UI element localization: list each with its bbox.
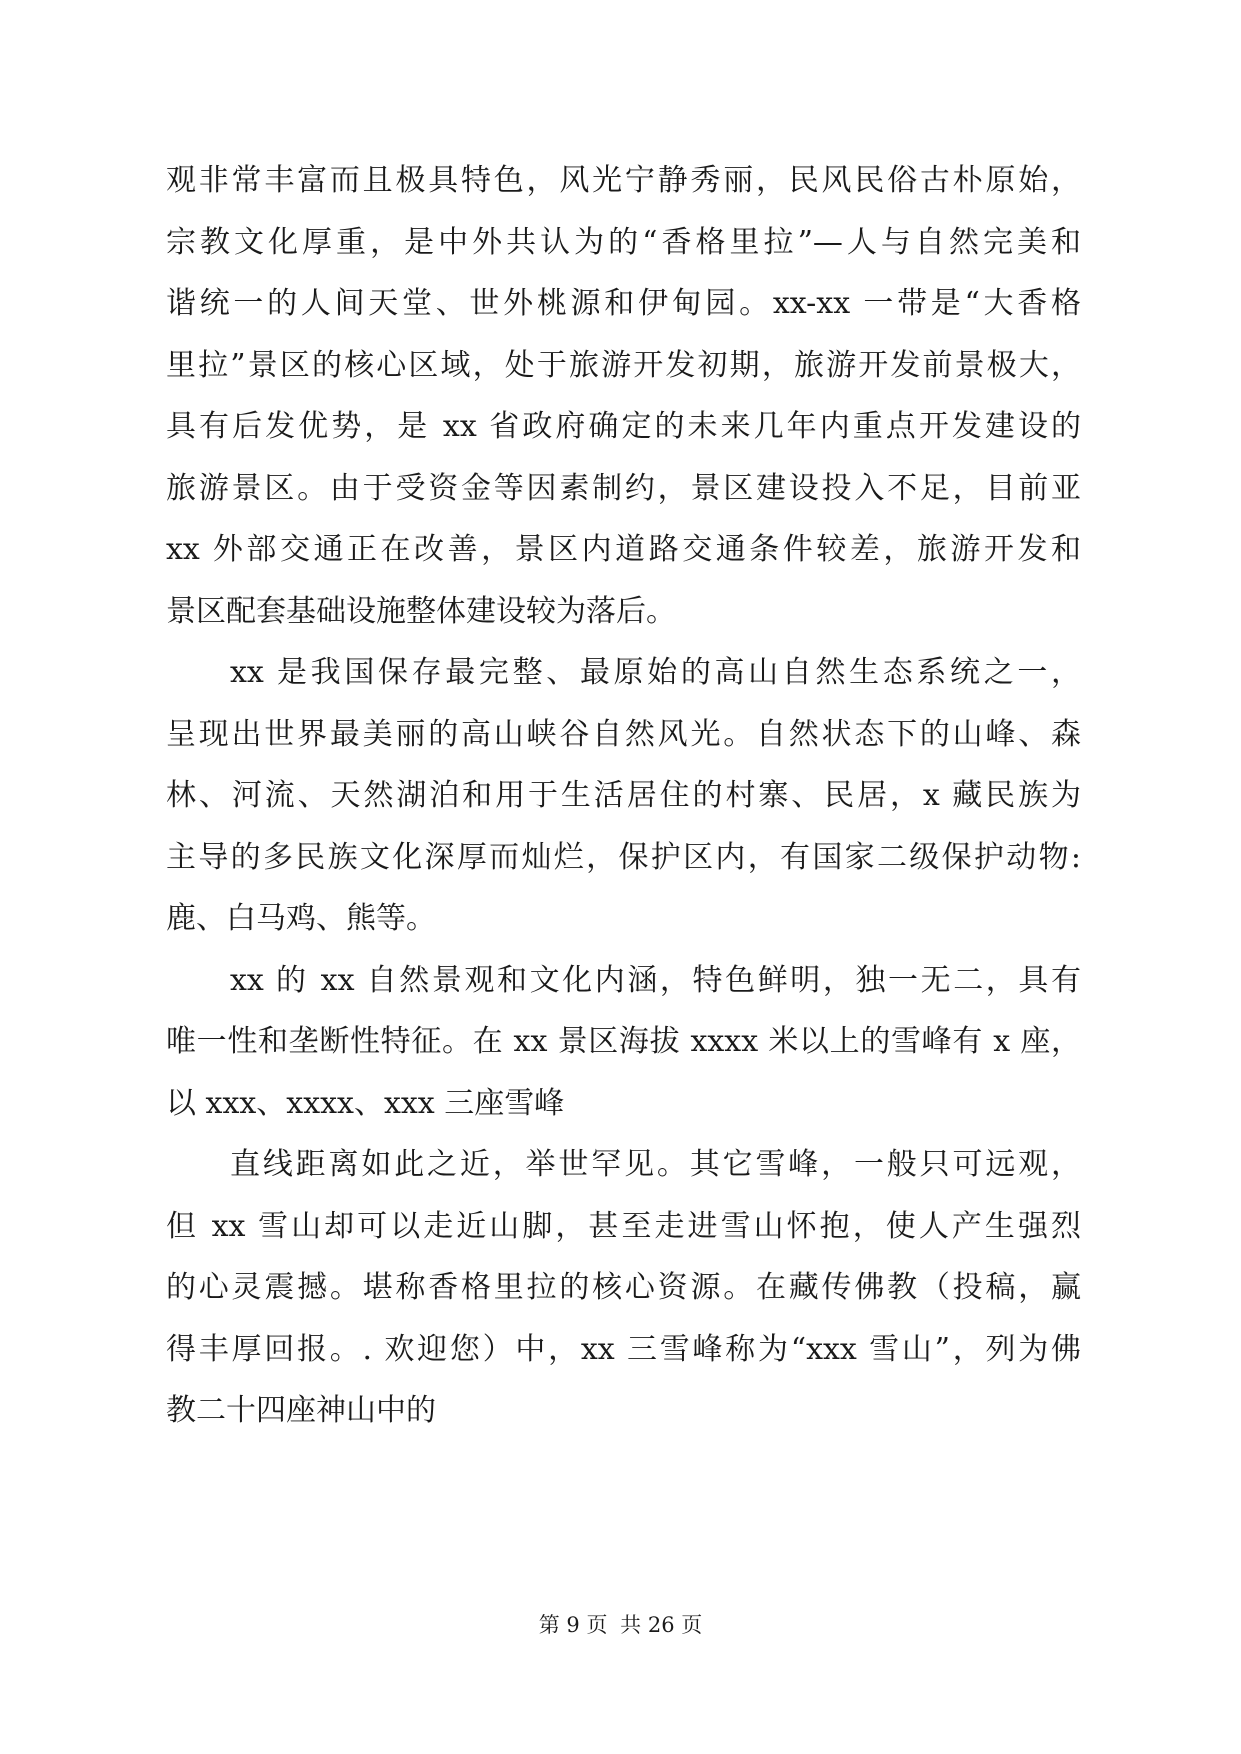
text-line: xx 的 xx 自然景观和文化内涵，特色鲜明，独一无二，具有 [230, 962, 1081, 998]
page-total: 共 26 页 [620, 1613, 703, 1637]
page-footer [0, 1610, 1241, 1640]
text-line: 林、河流、天然湖泊和用于生活居住的村寨、民居，x 藏民族为 [166, 778, 1081, 813]
text-line: 谐统一的人间天堂、世外桃源和伊甸园。xx-xx 一带是“大香格 [166, 286, 1081, 321]
text-line: xx 外部交通正在改善，景区内道路交通条件较差，旅游开发和 [166, 532, 1081, 567]
text-line: 的心灵震撼。堪称香格里拉的核心资源。在藏传佛教（投稿，赢 [166, 1270, 1081, 1305]
body-text [166, 150, 1081, 1442]
text-line: 但 xx 雪山却可以走近山脚，甚至走进雪山怀抱，使人产生强烈 [166, 1208, 1081, 1244]
text-line: xx 是我国保存最完整、最原始的高山自然生态系统之一， [230, 655, 1081, 690]
text-line: 观非常丰富而且极具特色，风光宁静秀丽，民风民俗古朴原始， [166, 163, 1081, 198]
text-line: 主导的多民族文化深厚而灿烂，保护区内，有国家二级保护动物: [166, 839, 1081, 875]
text-line: 唯一性和垄断性特征。在 xx 景区海拔 xxxx 米以上的雪峰有 x 座， [166, 1024, 1081, 1059]
paragraph-1 [166, 150, 1081, 642]
paragraph-2 [166, 642, 1081, 950]
text-line: 教二十四座神山中的 [166, 1393, 436, 1428]
text-line: 得丰厚回报。. 欢迎您）中，xx 三雪峰称为“xxx 雪山”，列为佛 [166, 1331, 1081, 1367]
text-line: 景区配套基础设施整体建设较为落后。 [166, 593, 676, 629]
page-number: 第 9 页 [538, 1613, 608, 1637]
text-line: 里拉”景区的核心区域，处于旅游开发初期，旅游开发前景极大， [166, 347, 1081, 383]
text-line: 呈现出世界最美丽的高山峡谷自然风光。自然状态下的山峰、森 [166, 716, 1081, 752]
text-line: 以 xxx、xxxx、xxx 三座雪峰 [166, 1085, 565, 1121]
paragraph-3 [166, 950, 1081, 1135]
text-line: 直线距离如此之近，举世罕见。其它雪峰，一般只可远观， [230, 1147, 1081, 1182]
text-line: 鹿、白马鸡、熊等。 [166, 901, 436, 936]
text-line: 宗教文化厚重，是中外共认为的“香格里拉”—人与自然完美和 [166, 224, 1081, 260]
paragraph-4 [166, 1134, 1081, 1442]
text-line: 旅游景区。由于受资金等因素制约，景区建设投入不足，目前亚 [166, 470, 1081, 506]
text-line: 具有后发优势，是 xx 省政府确定的未来几年内重点开发建设的 [166, 409, 1081, 444]
